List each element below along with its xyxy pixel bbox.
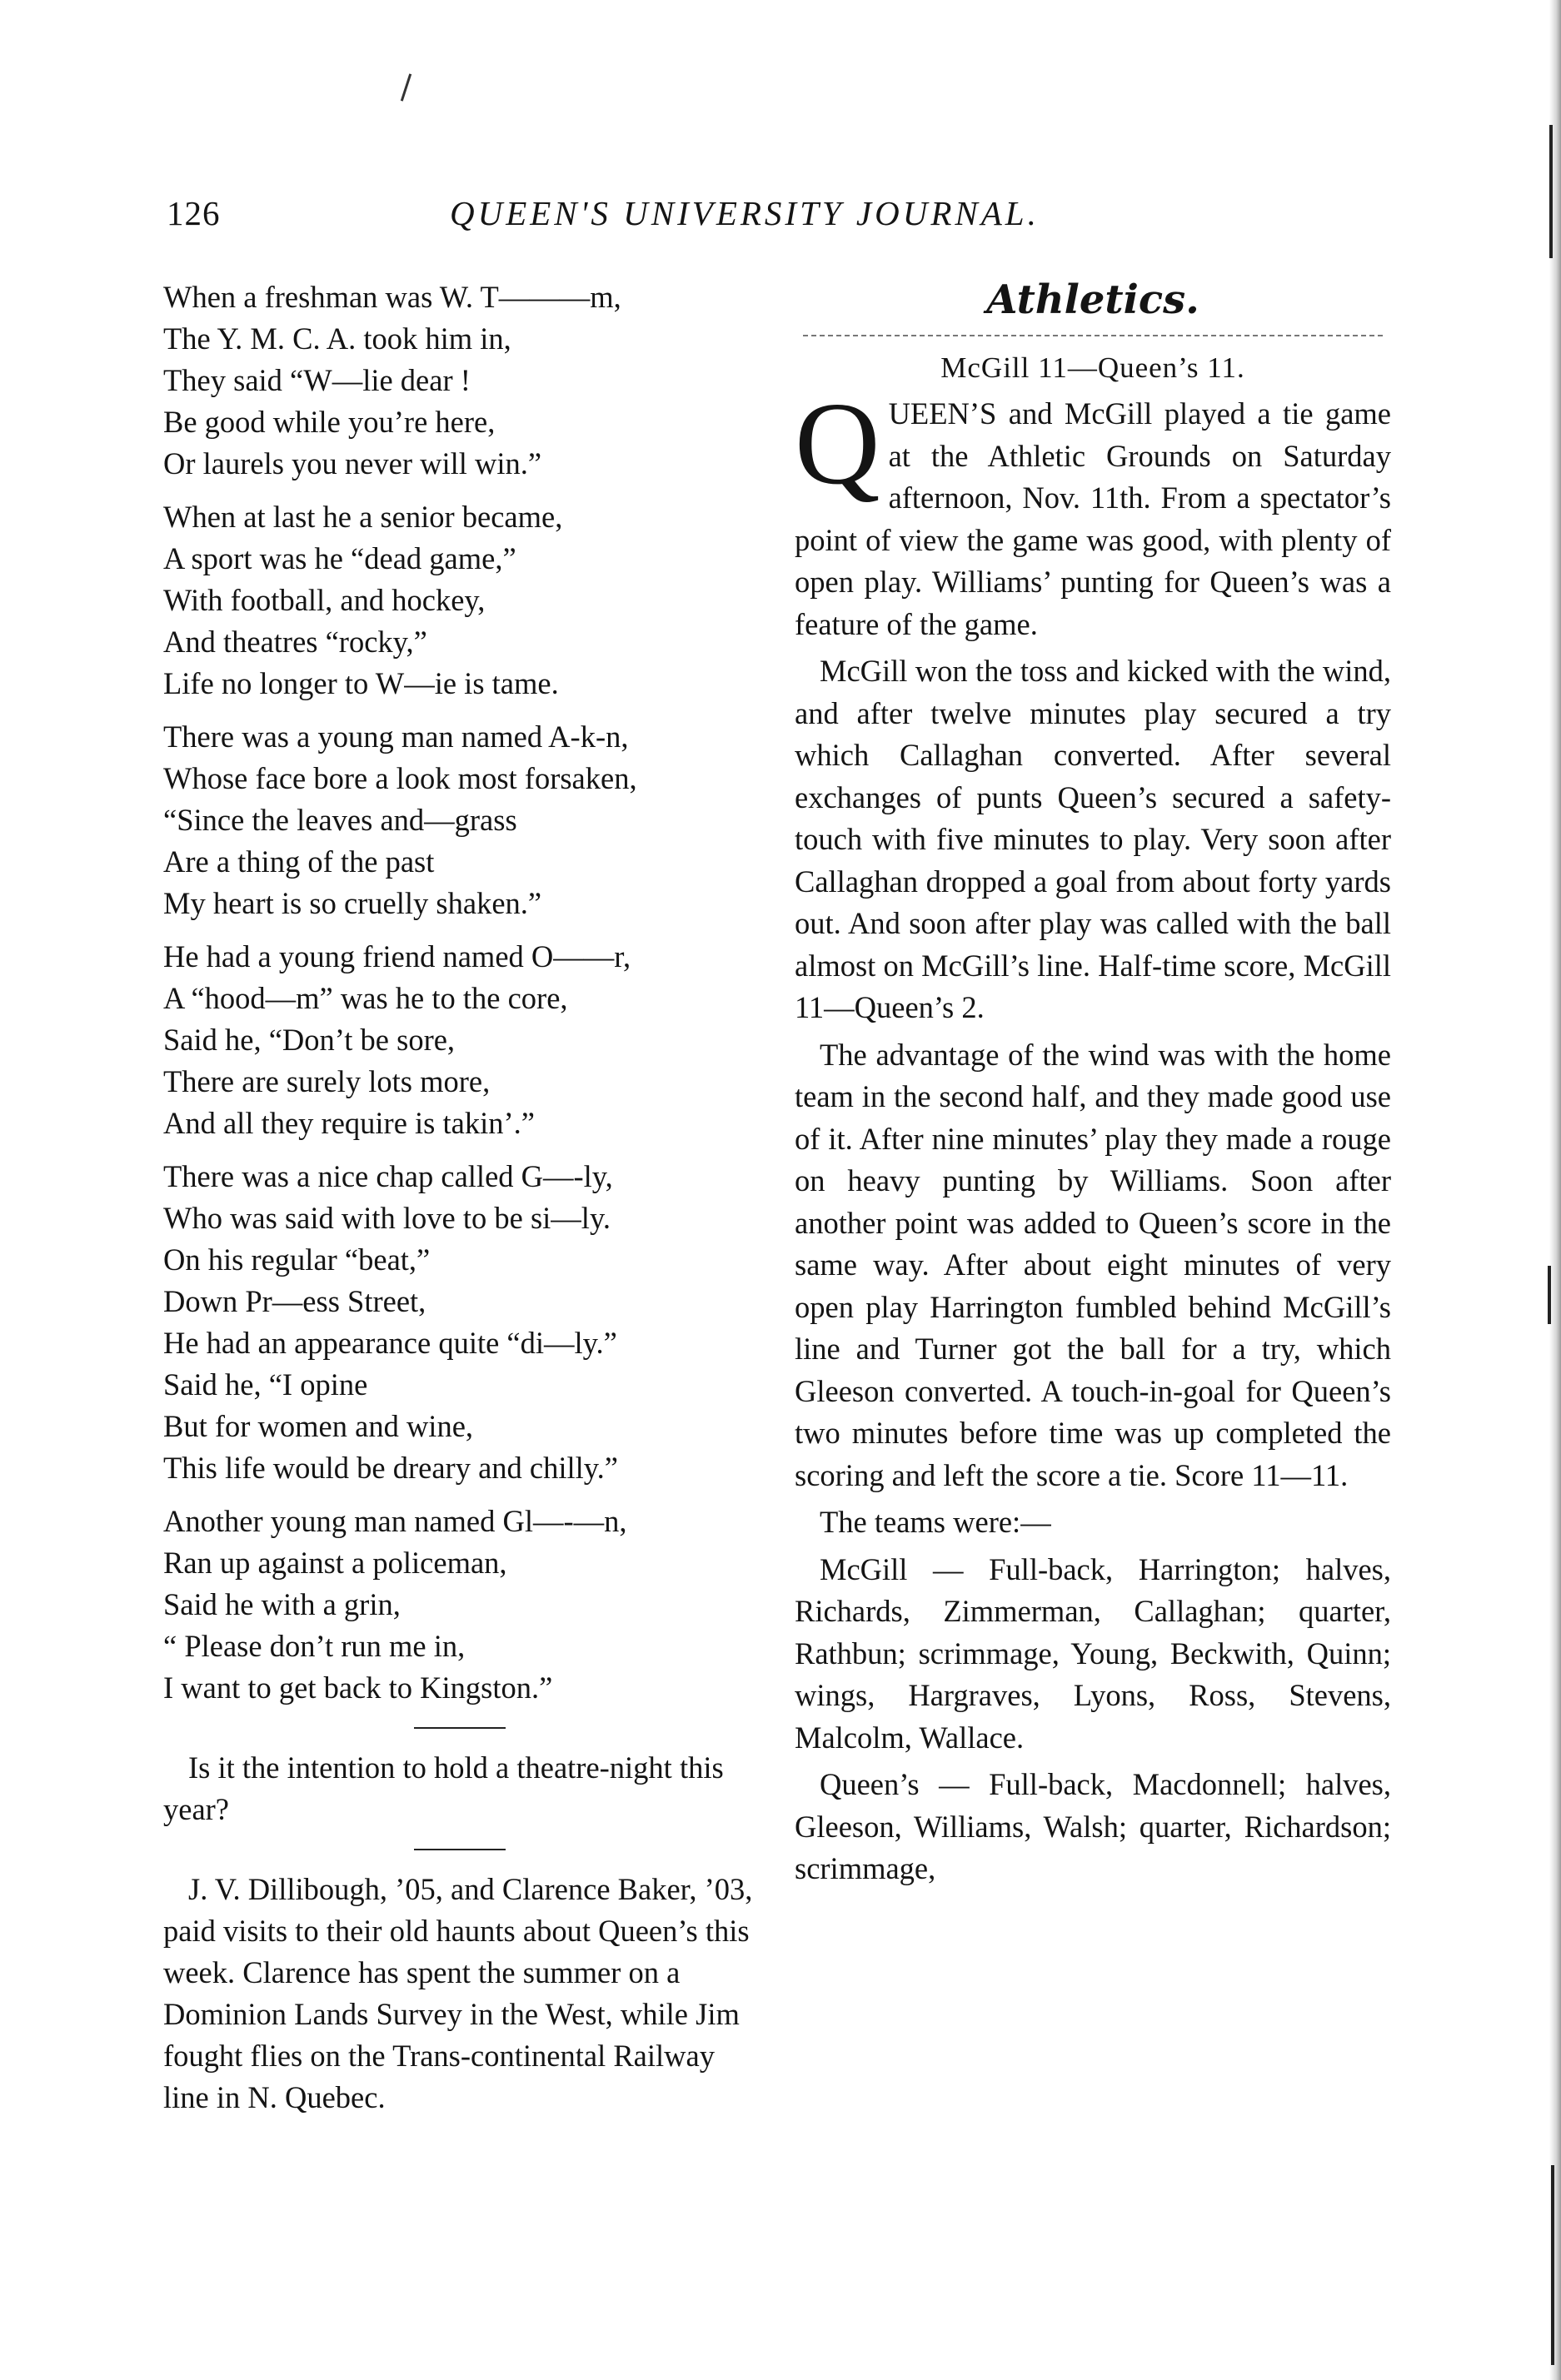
verse-line: There are surely lots more, xyxy=(163,1064,491,1098)
verse-line: A sport was he “dead game,” xyxy=(163,541,516,575)
verse-line: Who was said with love to be si—ly. xyxy=(163,1201,611,1235)
verse-line: Another young man named Gl—-—n, xyxy=(163,1504,627,1538)
report-paragraph: The advantage of the wind was with the home team in the second half, and they made good use of it. After nine minutes’ play they made a rouge on heavy punting by Williams. Soon after another point was added to Queen’s score in the same way. After about eight minutes of very open play Harrington fumbled behind McGill’s line and Turner got the ball for a try, which Gleeson converted. A touch-in-goal for Queen’s two minutes before time was up completed the scoring and left the score a tie. Score 11—11. xyxy=(795,1037,1391,1492)
dashed-rule xyxy=(803,335,1383,336)
verse-line: When a freshman was W. T———m, xyxy=(163,280,621,314)
edge-scan-mark xyxy=(1551,2165,1554,2365)
verse-line: Said he with a grin, xyxy=(163,1587,401,1621)
report-paragraph: McGill won the toss and kicked with the wind, and after twelve minutes play secured a try which Callaghan converted. After several exchanges of punts Queen’s secured a safety-touch with five minutes to play. Very soon after Callaghan dropped a goal from about forty yards out. And soon after play was called with the ball almost on McGill’s line. Half-time score, McGill 11—Queen’s 2. xyxy=(795,654,1391,1024)
pencil-slash-mark xyxy=(401,73,411,101)
teams-intro: The teams were:— xyxy=(820,1505,1051,1539)
mcgill-lineup: McGill — Full-back, Harrington; halves, Richards, Zimmerman, Callaghan; quarter, Rathbun; scrimmage, Young, Beckwith, Quinn; wings, Hargraves, Lyons, Ross, Stevens, Malcolm, Wallace. xyxy=(795,1551,1391,1755)
verse-line: When at last he a senior became, xyxy=(163,500,563,534)
verse-line: Or laurels you never will win.” xyxy=(163,446,542,480)
verse-line: A “hood—m” was he to the core, xyxy=(163,981,568,1015)
report-paragraph xyxy=(795,377,1391,645)
verse-line: He had a young friend named O——r, xyxy=(163,939,631,973)
verse-line: He had an appearance quite “di—ly.” xyxy=(163,1326,617,1360)
section-title: Athletics. xyxy=(986,276,1199,323)
match-headline: McGill 11—Queen’s 11. xyxy=(940,351,1245,384)
stanza xyxy=(163,1501,756,1709)
right-column xyxy=(795,276,1391,1890)
verse-line: “ Please don’t run me in, xyxy=(163,1629,466,1663)
verse-line: They said “W—lie dear ! xyxy=(163,363,471,397)
drop-cap: Q xyxy=(795,377,880,509)
question-paragraph: Is it the intention to hold a theatre-night this year? xyxy=(163,1750,724,1826)
verse-line: Are a thing of the past xyxy=(163,844,435,879)
verse-line: There was a nice chap called G—-ly, xyxy=(163,1159,613,1193)
stanza xyxy=(163,716,756,924)
verse-line: Life no longer to W—ie is tame. xyxy=(163,666,559,700)
page-edge-shadow xyxy=(1549,0,1561,2380)
stanza xyxy=(163,1156,756,1489)
running-title: QUEEN'S UNIVERSITY JOURNAL. xyxy=(450,194,1040,232)
verse-line: There was a young man named A-k-n, xyxy=(163,719,629,754)
page-number: 126 xyxy=(167,194,221,232)
verse-line: And all they require is takin’.” xyxy=(163,1106,535,1140)
verse-line: Down Pr—ess Street, xyxy=(163,1284,426,1318)
verse-line: Ran up against a policeman, xyxy=(163,1546,507,1580)
separator-rule xyxy=(414,1727,506,1729)
page-header xyxy=(167,193,1150,243)
verse-line: Whose face bore a look most forsaken, xyxy=(163,761,637,795)
queens-lineup: Queen’s — Full-back, Macdonnell; halves, Gleeson, Williams, Walsh; quarter, Richardson; scrimmage, xyxy=(795,1767,1391,1885)
verse-line: I want to get back to Kingston.” xyxy=(163,1670,553,1705)
limericks xyxy=(163,276,756,1709)
report-lead-text: UEEN’S and McGill played a tie game at the Athletic Grounds on Saturday afternoon, Nov. 11th. From a spectator’s point of view the game was good, with plenty of open play. Williams’ punting for Queen’s was a feature of the game. xyxy=(795,396,1391,641)
verse-line: Said he, “I opine xyxy=(163,1367,368,1402)
verse-line: The Y. M. C. A. took him in, xyxy=(163,321,511,356)
verse-line: “Since the leaves and—grass xyxy=(163,803,517,837)
verse-line: Said he, “Don’t be sore, xyxy=(163,1023,456,1057)
left-column xyxy=(163,276,756,2119)
news-paragraph: J. V. Dillibough, ’05, and Clarence Baker, ’03, paid visits to their old haunts about Queen’s this week. Clarence has spent the summer on a Dominion Lands Survey in the West, while Jim fought flies on the Trans-continental Railway line in N. Quebec. xyxy=(163,1872,753,2114)
edge-scan-mark xyxy=(1549,125,1553,258)
verse-line: On his regular “beat,” xyxy=(163,1242,431,1277)
verse-line: And theatres “rocky,” xyxy=(163,625,427,659)
verse-line: With football, and hockey, xyxy=(163,583,486,617)
verse-line: My heart is so cruelly shaken.” xyxy=(163,886,542,920)
verse-line: But for women and wine, xyxy=(163,1409,474,1443)
verse-line: This life would be dreary and chilly.” xyxy=(163,1451,618,1485)
stanza xyxy=(163,276,756,485)
stanza xyxy=(163,936,756,1144)
verse-line: Be good while you’re here, xyxy=(163,405,496,439)
separator-rule xyxy=(414,1849,506,1850)
edge-scan-mark xyxy=(1548,1266,1551,1324)
stanza xyxy=(163,496,756,705)
